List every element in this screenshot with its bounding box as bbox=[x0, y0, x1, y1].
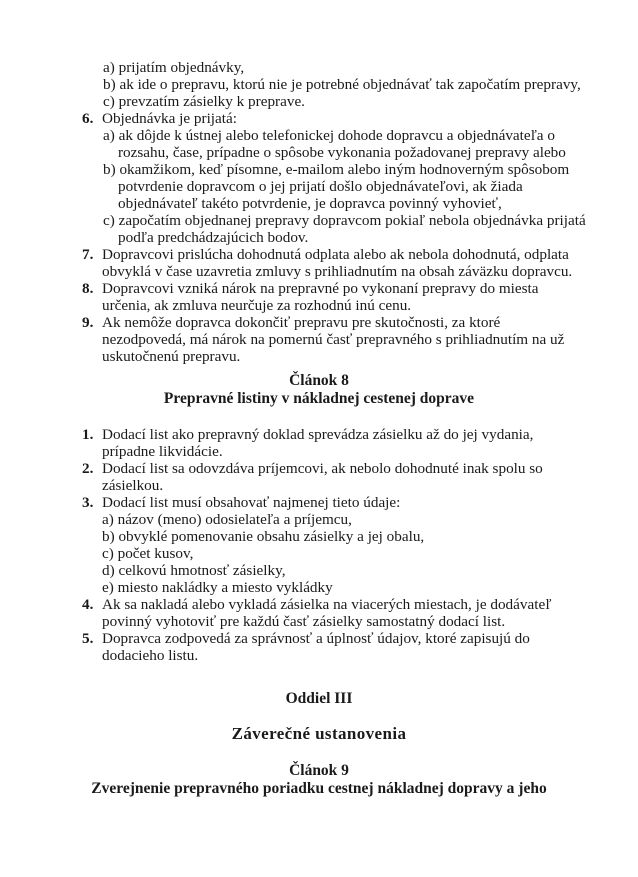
item-number: 4. bbox=[82, 596, 94, 613]
item-line: Dodací list ako prepravný doklad sprevádza zásielku až do jej vydania, bbox=[102, 426, 534, 443]
item-line: prípadne likvidácie. bbox=[102, 443, 223, 460]
item-line: podľa predchádzajúcich bodov. bbox=[118, 229, 309, 246]
item-line: a) ak dôjde k ústnej alebo telefonickej dohode dopravcu a objednávateľa o bbox=[103, 127, 555, 144]
section-subtitle: Záverečné ustanovenia bbox=[231, 724, 407, 743]
item-line: Dodací list sa odovzdáva príjemcovi, ak nebolo dohodnuté inak spolu so bbox=[102, 460, 543, 477]
item-line: Ak nemôže dopravca dokončiť prepravu pre skutočnosti, za ktoré bbox=[102, 314, 501, 331]
item-number: 8. bbox=[82, 280, 94, 297]
item-line: objednávateľ takéto potvrdenie, je dopravca povinný vyhovieť, bbox=[118, 195, 502, 212]
list-item-c: c) prevzatím zásielky k preprave. bbox=[103, 93, 305, 110]
list-item-b: b) obvyklé pomenovanie obsahu zásielky a jej obalu, bbox=[102, 528, 425, 545]
list-item-d: d) celkovú hmotnosť zásielky, bbox=[102, 562, 286, 579]
item-line: c) započatím objednanej prepravy dopravcom pokiaľ nebola objednávka prijatá bbox=[103, 212, 586, 229]
item-text: Objednávka je prijatá: bbox=[102, 110, 237, 127]
item-line: Dopravcovi prislúcha dohodnutá odplata alebo ak nebola dohodnutá, odplata bbox=[102, 246, 569, 263]
item-number: 3. bbox=[82, 494, 94, 511]
item-line: Dopravcovi vzniká nárok na prepravné po vykonaní prepravy do miesta bbox=[102, 280, 539, 297]
item-line: uskutočnenú prepravu. bbox=[102, 348, 241, 365]
item-line: obvyklá v čase uzavretia zmluvy s prihliadnutím na obsah záväzku dopravcu. bbox=[102, 263, 573, 280]
item-line: zásielkou. bbox=[102, 477, 164, 494]
article-subtitle: Prepravné listiny v nákladnej cestenej doprave bbox=[163, 390, 475, 407]
item-number: 6. bbox=[82, 110, 94, 127]
article-title: Článok 9 bbox=[289, 762, 349, 779]
list-item-a: a) prijatím objednávky, bbox=[103, 59, 245, 76]
item-line: Ak sa nakladá alebo vykladá zásielka na viacerých miestach, je dodávateľ bbox=[102, 596, 552, 613]
item-number: 9. bbox=[82, 314, 94, 331]
article-title: Článok 8 bbox=[289, 372, 349, 389]
item-number: 2. bbox=[82, 460, 94, 477]
article-subtitle: Zverejnenie prepravného poriadku cestnej nákladnej dopravy a jeho bbox=[91, 780, 547, 797]
item-line: povinný vyhotoviť pre každú časť zásielky samostatný dodací list. bbox=[102, 613, 506, 630]
item-line: rozsahu, čase, prípadne o spôsobe vykonania požadovanej prepravy alebo bbox=[118, 144, 566, 161]
list-item-a: a) názov (meno) odosielateľa a príjemcu, bbox=[102, 511, 352, 528]
item-number: 1. bbox=[82, 426, 94, 443]
item-line: Dodací list musí obsahovať najmenej tieto údaje: bbox=[102, 494, 401, 511]
item-number: 7. bbox=[82, 246, 94, 263]
item-line: potvrdenie dopravcom o jej prijatí došlo objednávateľovi, ak žiada bbox=[118, 178, 523, 195]
list-item-b: b) ak ide o prepravu, ktorú nie je potrebné objednávať tak započatím prepravy, bbox=[103, 76, 581, 93]
item-line: b) okamžikom, keď písomne, e-mailom alebo iným hodnoverným spôsobom bbox=[103, 161, 570, 178]
list-item-c: c) počet kusov, bbox=[102, 545, 194, 562]
item-line: dodacieho listu. bbox=[102, 647, 199, 664]
item-line: Dopravca zodpovedá za správnosť a úplnosť údajov, ktoré zapisujú do bbox=[102, 630, 530, 647]
item-line: určenia, ak zmluva neurčuje za rozhodnú inú cenu. bbox=[102, 297, 412, 314]
list-item-e: e) miesto nakládky a miesto vykládky bbox=[102, 579, 333, 596]
item-line: nezodpovedá, má nárok na pomernú časť prepravného s prihliadnutím na už bbox=[102, 331, 565, 348]
section-title: Oddiel III bbox=[285, 690, 353, 707]
item-number: 5. bbox=[82, 630, 94, 647]
